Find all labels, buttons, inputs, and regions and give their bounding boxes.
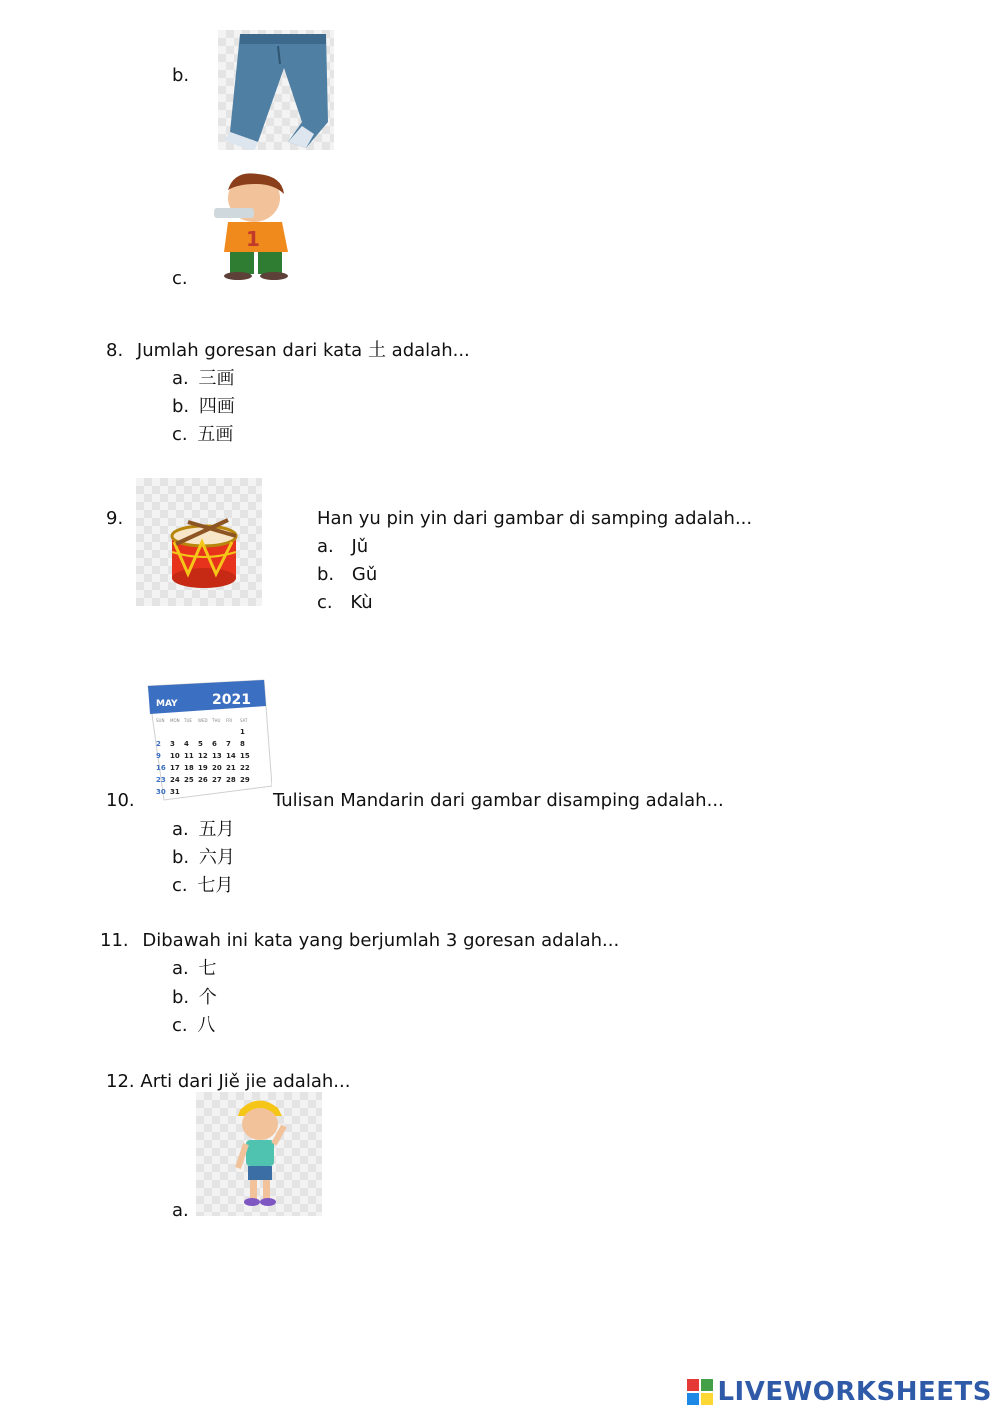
option-letter: a. bbox=[172, 368, 189, 389]
question-11-text: Dibawah ini kata yang berjumlah 3 goresan adalah... bbox=[142, 930, 620, 951]
calendar-day: 19 bbox=[198, 764, 208, 772]
calendar-day: 3 bbox=[170, 740, 175, 748]
calendar-day: 24 bbox=[170, 776, 180, 784]
question-9-option-c[interactable] bbox=[317, 591, 373, 615]
question-8-option-b[interactable] bbox=[172, 395, 235, 419]
option-letter: c. bbox=[172, 424, 188, 445]
svg-text:1: 1 bbox=[246, 227, 260, 251]
option-letter: b. bbox=[172, 987, 190, 1008]
option-text: 三画 bbox=[198, 368, 235, 389]
calendar-day: 23 bbox=[156, 776, 166, 784]
calendar-day: 28 bbox=[226, 776, 236, 784]
boy-playing-harmonica-picture bbox=[198, 170, 308, 282]
calendar-weekday: WED bbox=[198, 718, 208, 723]
question-8-text-before: Jumlah goresan dari kata bbox=[136, 340, 363, 361]
question-12-text: Arti dari Jiě jie adalah... bbox=[140, 1071, 351, 1092]
liveworksheets-logo bbox=[687, 1377, 992, 1407]
calendar-day: 27 bbox=[212, 776, 222, 784]
question-10-text: Tulisan Mandarin dari gambar disamping adalah... bbox=[273, 790, 724, 811]
question-8-option-a[interactable] bbox=[172, 367, 235, 391]
question-11-option-c[interactable] bbox=[172, 1014, 215, 1038]
option-text: Kù bbox=[350, 592, 373, 613]
calendar-day: 12 bbox=[198, 752, 208, 760]
option-letter: a. bbox=[317, 536, 334, 557]
calendar-day: 25 bbox=[184, 776, 194, 784]
calendar-day: 2 bbox=[156, 740, 161, 748]
question-11-option-a[interactable] bbox=[172, 957, 217, 981]
option-letter: b. bbox=[317, 564, 335, 585]
option-letter: a. bbox=[172, 958, 189, 979]
option-text: 个 bbox=[198, 987, 217, 1008]
calendar-day: 18 bbox=[184, 764, 194, 772]
calendar-weekday: FRI bbox=[226, 718, 233, 723]
option-letter: c. bbox=[172, 875, 188, 896]
question-9-number: 9. bbox=[106, 508, 124, 529]
option-text: 五画 bbox=[197, 424, 234, 445]
jeans-picture bbox=[218, 30, 334, 150]
calendar-weekday: TUE bbox=[184, 718, 192, 723]
question-9-option-a[interactable] bbox=[317, 535, 368, 559]
option-text: 七月 bbox=[197, 875, 234, 896]
calendar-picture bbox=[134, 676, 272, 806]
question-8-character: 土 bbox=[367, 340, 386, 361]
calendar-day: 20 bbox=[212, 764, 222, 772]
option-text: 六月 bbox=[198, 847, 235, 868]
calendar-day: 7 bbox=[226, 740, 231, 748]
option-text: 八 bbox=[197, 1015, 216, 1036]
option-letter: c. bbox=[172, 1015, 188, 1036]
question-11-option-b[interactable] bbox=[172, 986, 217, 1010]
option-text: 五月 bbox=[198, 819, 235, 840]
question-12 bbox=[106, 1070, 350, 1094]
question-11-number: 11. bbox=[100, 930, 129, 951]
option-letter: b. bbox=[172, 396, 190, 417]
question-10-number: 10. bbox=[106, 790, 135, 811]
calendar-weekday: SAT bbox=[240, 718, 248, 723]
option-c-letter: c. bbox=[172, 268, 188, 289]
question-8 bbox=[106, 339, 470, 363]
calendar-day: 29 bbox=[240, 776, 250, 784]
calendar-day: 8 bbox=[240, 740, 245, 748]
calendar-day: 21 bbox=[226, 764, 236, 772]
question-8-option-c[interactable] bbox=[172, 423, 233, 447]
calendar-day: 30 bbox=[156, 788, 166, 796]
calendar-weekday: MON bbox=[170, 718, 180, 723]
calendar-day: 17 bbox=[170, 764, 180, 772]
calendar-month: MAY bbox=[156, 699, 178, 709]
calendar-day: 13 bbox=[212, 752, 222, 760]
calendar-day: 26 bbox=[198, 776, 208, 784]
option-text: Gǔ bbox=[351, 564, 378, 585]
calendar-weekday: SUN bbox=[156, 718, 165, 723]
calendar-day: 4 bbox=[184, 740, 189, 748]
question-12-number: 12. bbox=[106, 1071, 135, 1092]
calendar-day: 15 bbox=[240, 752, 250, 760]
option-letter: b. bbox=[172, 847, 190, 868]
calendar-day: 9 bbox=[156, 752, 161, 760]
question-10-option-c[interactable] bbox=[172, 874, 233, 898]
calendar-day: 31 bbox=[170, 788, 180, 796]
calendar-day: 11 bbox=[184, 752, 194, 760]
option-b-letter: b. bbox=[172, 65, 190, 86]
question-8-number: 8. bbox=[106, 340, 124, 361]
drum-picture bbox=[136, 478, 262, 606]
calendar-day: 1 bbox=[240, 728, 245, 736]
question-8-text-after: adalah... bbox=[391, 340, 470, 361]
brand-tiles-icon bbox=[687, 1379, 713, 1405]
question-9-text: Han yu pin yin dari gambar di samping adalah... bbox=[317, 508, 753, 529]
question-10-option-a[interactable] bbox=[172, 818, 235, 842]
question-9-option-b[interactable] bbox=[317, 563, 377, 587]
calendar-day: 5 bbox=[198, 740, 203, 748]
question-12-option-a-letter: a. bbox=[172, 1200, 189, 1221]
question-11 bbox=[100, 929, 619, 953]
option-text: 四画 bbox=[198, 396, 235, 417]
calendar-day: 16 bbox=[156, 764, 166, 772]
calendar-year: 2021 bbox=[212, 692, 251, 708]
question-10-option-b[interactable] bbox=[172, 846, 235, 870]
option-letter: a. bbox=[172, 819, 189, 840]
calendar-day: 14 bbox=[226, 752, 236, 760]
calendar-day: 10 bbox=[170, 752, 180, 760]
calendar-day: 22 bbox=[240, 764, 250, 772]
option-text: Jǔ bbox=[351, 536, 369, 557]
option-letter: c. bbox=[317, 592, 333, 613]
calendar-day: 6 bbox=[212, 740, 217, 748]
brand-text: LIVEWORKSHEETS bbox=[717, 1377, 992, 1407]
option-text: 七 bbox=[198, 958, 217, 979]
calendar-weekday: THU bbox=[212, 718, 221, 723]
boy-with-cap-picture bbox=[196, 1092, 322, 1216]
